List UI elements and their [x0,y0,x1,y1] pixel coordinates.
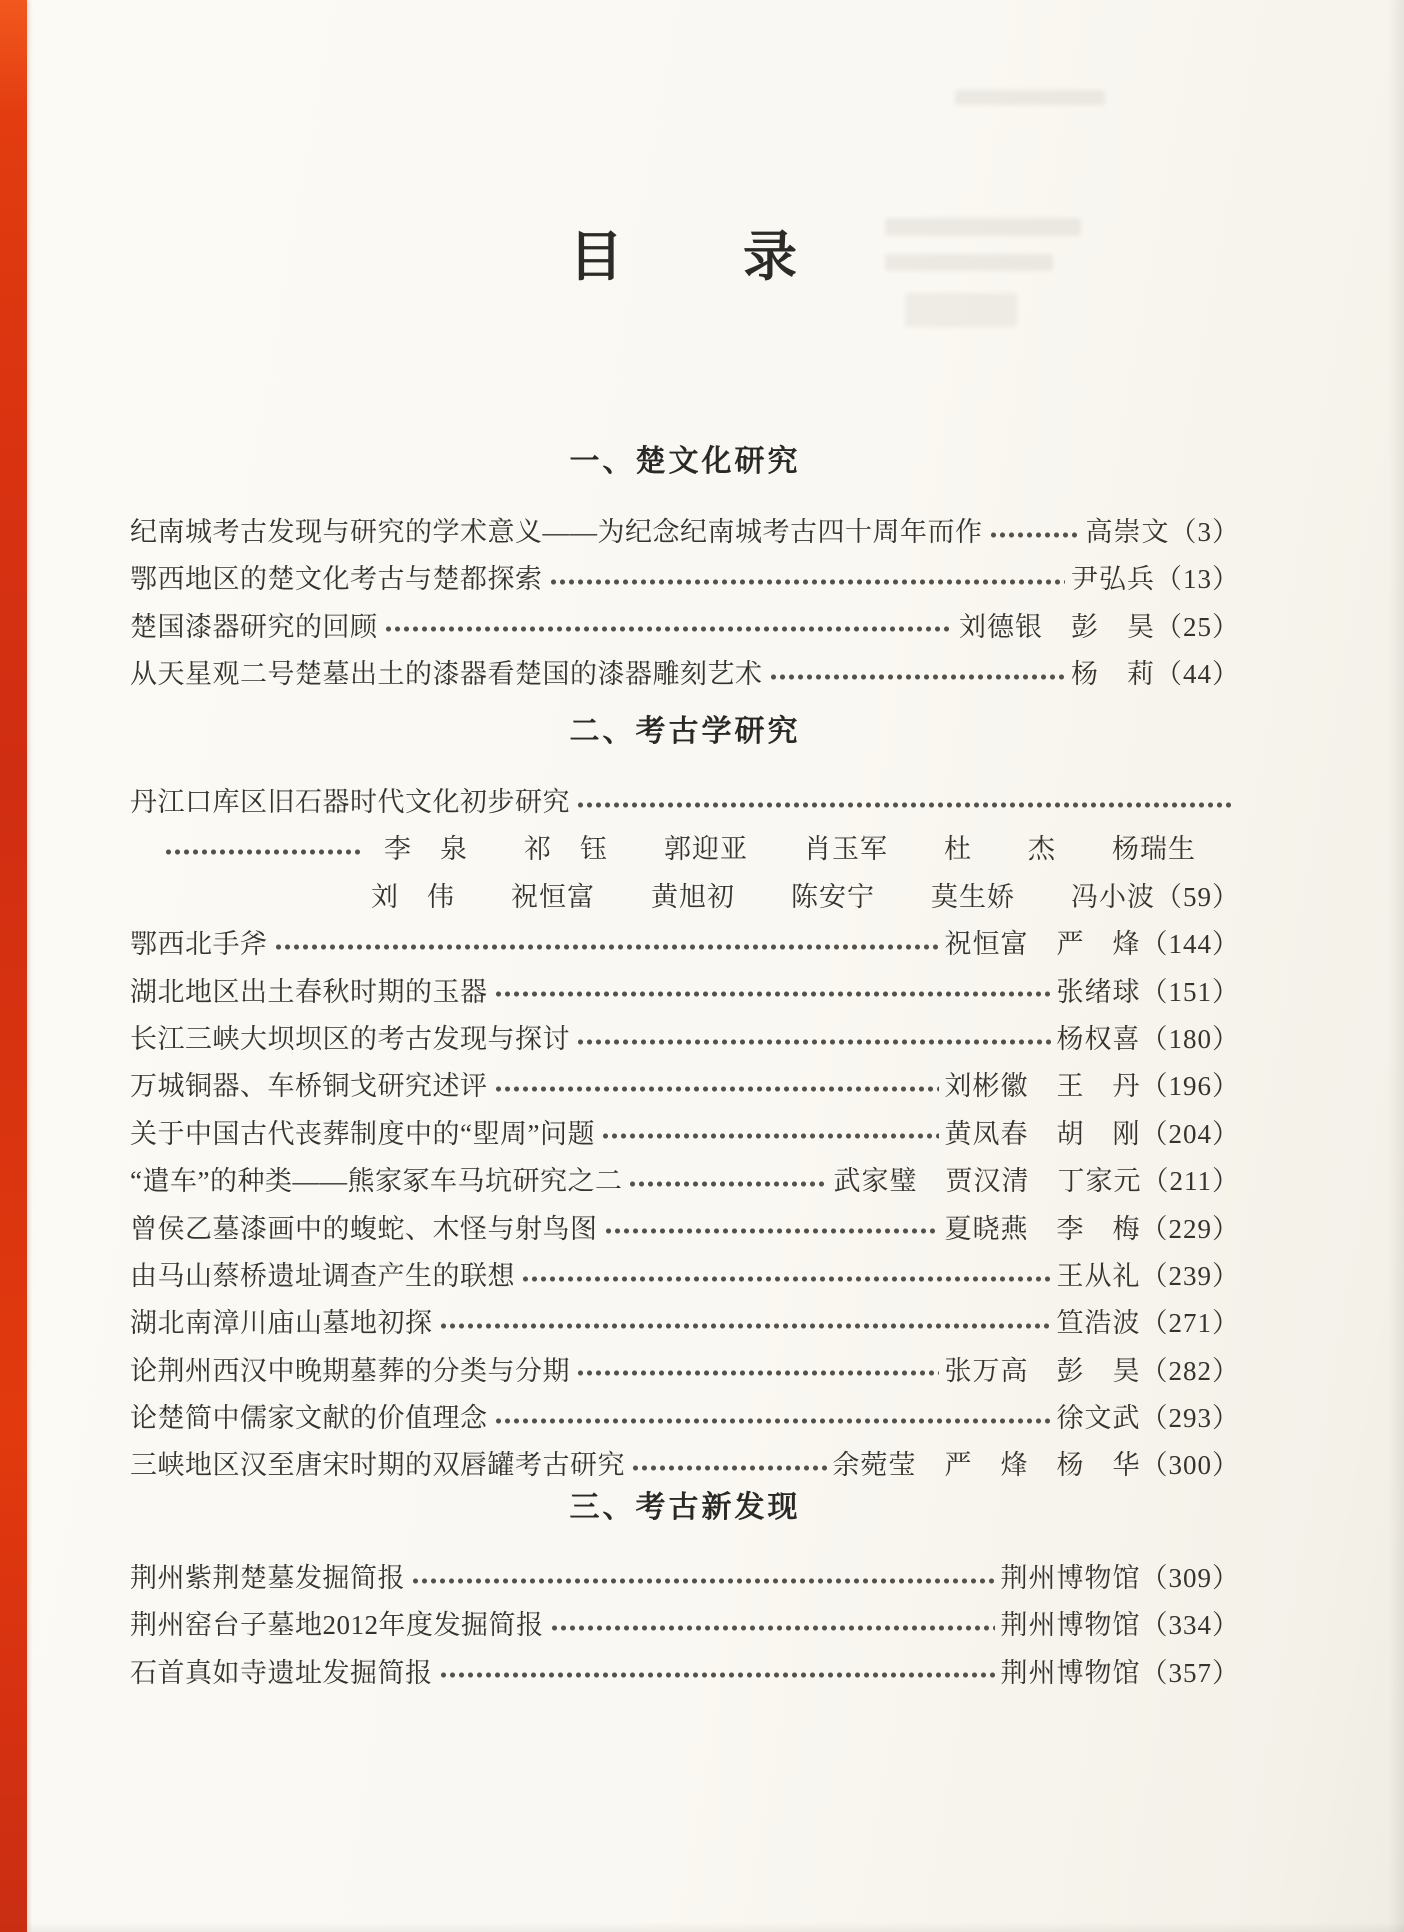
dot-leader [549,577,1066,587]
dot-leader [989,530,1080,540]
dot-leader [604,1226,939,1236]
entry-authors-page: 祝恒富 严 烽（144） [944,929,1240,960]
entry-title: 论荆州西汉中晚期墓葬的分类与分期 [130,1355,570,1386]
dot-leader [769,672,1066,682]
entry-title: 鄂西北手斧 [130,929,268,960]
entry-title: 论楚简中儒家文献的价值理念 [130,1403,488,1434]
entry-title: 长江三峡大坝坝区的考古发现与探讨 [130,1023,570,1054]
entry-authors-page: 徐文武（293） [1056,1403,1240,1434]
toc-entry [130,1300,1240,1347]
toc-section [130,711,1240,1490]
toc-entry [130,651,1240,698]
toc-section [130,441,1240,699]
dot-leader [439,1321,1051,1331]
entry-title: “遣车”的种类——熊家冢车马坑研究之二 [130,1166,623,1197]
entry-title: 丹江口库区旧石器时代文化初步研究 [130,787,570,817]
entry-authors-page: 夏晓燕 李 梅（229） [944,1213,1240,1244]
toc-entry [130,874,1240,921]
toc-entry [130,1206,1240,1253]
entry-title: 三峡地区汉至唐宋时期的双唇罐考古研究 [130,1450,625,1481]
toc-entry [130,604,1240,651]
book-spine-strip [0,0,27,1932]
toc-entry [130,921,1240,968]
entry-authors-page: 余菀莹 严 烽 杨 华（300） [832,1450,1240,1481]
toc-entry [130,556,1240,603]
bleed-through-text [955,90,1105,105]
dot-leader [274,942,939,952]
entry-authors-page: 刘彬徽 王 丹（196） [944,1071,1240,1102]
bleed-through-text [905,293,1017,327]
entry-authors-page: 杨权喜（180） [1056,1023,1240,1054]
dot-leader [550,1623,995,1633]
dot-leader [494,1084,939,1094]
toc-rows [130,1555,1240,1697]
entry-title: 关于中国古代丧葬制度中的“堲周”问题 [130,1118,595,1149]
dot-leader [628,1179,827,1189]
entry-authors-page: 尹弘兵（13） [1071,564,1240,595]
entry-authors-page: 刘德银 彭 昊（25） [959,611,1240,642]
toc-entry [130,1348,1240,1395]
entry-title: 万城铜器、车桥铜戈研究述评 [130,1071,488,1102]
entry-authors-page: 笪浩波（271） [1056,1308,1240,1339]
dot-leader [494,989,1051,999]
entry-authors-page: 张万高 彭 昊（282） [944,1355,1240,1386]
dot-leader [164,847,364,857]
entry-title: 荆州窑台子墓地2012年度发掘简报 [130,1610,544,1641]
toc-entry [130,1063,1240,1110]
dot-leader [576,1037,1051,1047]
entry-title: 由马山蔡桥遗址调查产生的联想 [130,1260,515,1291]
entry-authors-page: 高崇文（3） [1085,517,1240,547]
page-title: 目 录 [569,227,801,287]
toc-rows [130,779,1240,1490]
entry-title: 楚国漆器研究的回顾 [130,611,378,642]
dot-leader [494,1416,1051,1426]
toc-entry [130,1395,1240,1442]
dot-leader [384,624,954,634]
toc-entry [130,779,1240,826]
entry-title: 湖北南漳川庙山墓地初探 [130,1308,433,1339]
entry-authors-page: 荆州博物馆（334） [1000,1610,1240,1641]
section-heading: 二、考古学研究 [569,715,801,748]
dot-leader [576,800,1234,810]
entry-authors-page: 杨 莉（44） [1071,659,1240,690]
toc-rows [130,509,1240,699]
section-heading: 三、考古新发现 [569,1491,801,1524]
entry-authors-page: 张绪球（151） [1056,976,1240,1007]
entry-authors-page: 荆州博物馆（357） [1000,1657,1240,1688]
toc-entry [130,1016,1240,1063]
toc-entry [130,1602,1240,1649]
entry-title: 石首真如寺遗址发掘简报 [130,1657,433,1688]
entry-title: 纪南城考古发现与研究的学术意义——为纪念纪南城考古四十周年而作 [130,517,983,547]
toc-entry [130,1555,1240,1602]
toc-section [130,1487,1240,1697]
entry-authors-page: 王从礼（239） [1056,1260,1240,1291]
toc-entry [130,1650,1240,1697]
entry-authors: 李 泉 祁 钰 郭迎亚 肖玉军 杜 杰 杨瑞生 [384,834,1196,865]
dot-leader [411,1576,995,1586]
toc-entry [130,826,1240,873]
section-heading: 一、楚文化研究 [569,445,801,478]
dot-leader [439,1670,995,1680]
toc-entry [130,509,1240,556]
dot-leader [631,1463,827,1473]
toc-entry [130,1442,1240,1489]
toc-entry [130,1253,1240,1300]
entry-title: 荆州紫荆楚墓发掘简报 [130,1563,405,1593]
entry-title: 湖北地区出土春秋时期的玉器 [130,976,488,1007]
dot-leader [521,1274,1051,1284]
toc-entry [130,1158,1240,1205]
dot-leader [601,1131,939,1141]
entry-authors-page: 武家璧 贾汉清 丁家元（211） [833,1166,1240,1197]
toc-entry [130,969,1240,1016]
dot-leader [576,1368,939,1378]
entry-title: 鄂西地区的楚文化考古与楚都探索 [130,564,543,595]
toc-entry [130,1111,1240,1158]
entry-title: 从天星观二号楚墓出土的漆器看楚国的漆器雕刻艺术 [130,659,763,690]
entry-authors-page: 荆州博物馆（309） [1000,1563,1240,1593]
entry-title: 曾侯乙墓漆画中的蝮蛇、木怪与射鸟图 [130,1213,598,1244]
entry-authors-page: 黄凤春 胡 刚（204） [944,1118,1240,1149]
entry-authors-page: 刘 伟 祝恒富 黄旭初 陈安宁 莫生娇 冯小波（59） [371,881,1240,912]
